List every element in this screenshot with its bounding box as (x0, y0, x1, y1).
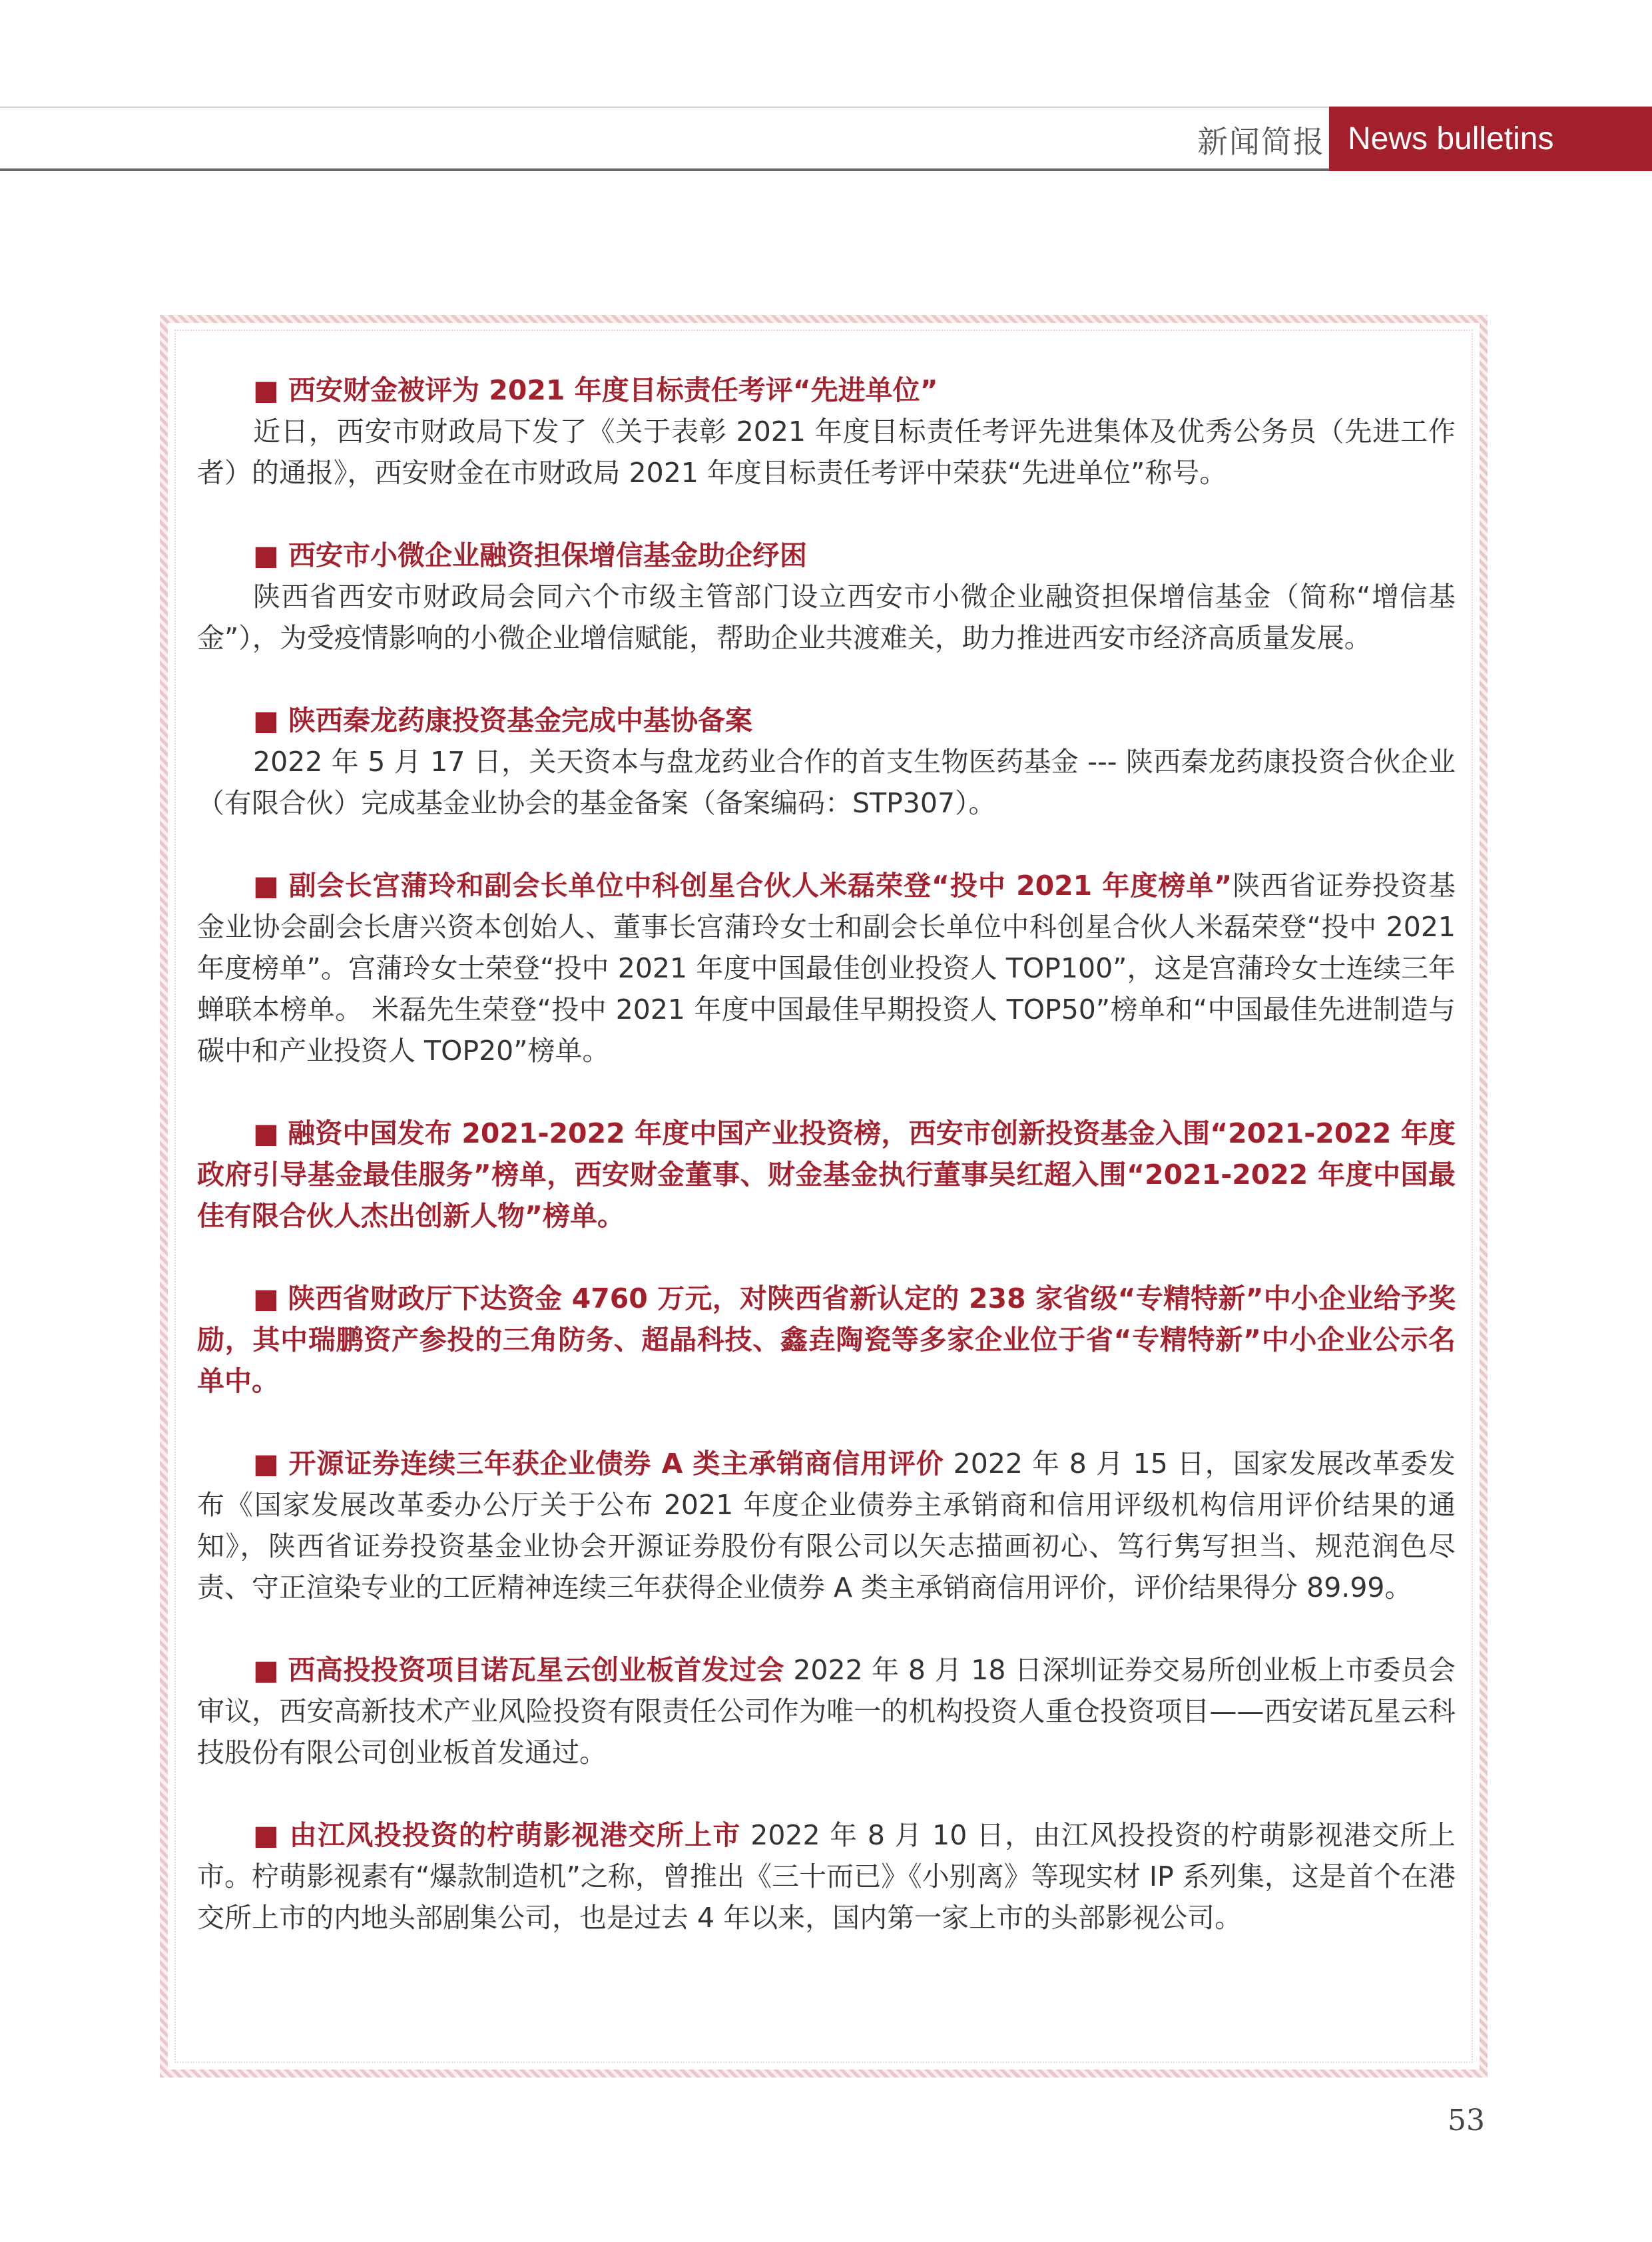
square-bullet-icon: ■ (253, 1819, 280, 1851)
news-body: 陕西省证券投资基金业协会副会长唐兴资本创始人、董事长宫蒲玲女士和副会长单位中科创星合伙人米磊荣登“投中 2021 年度榜单”。宫蒲玲女士荣登“投中 2021 年度中国最佳创业投资人 TOP100”，这是宫蒲玲女士连续三年蝉联本榜单。 米磊先生荣登“投中 2021 年度中国最佳早期投资人 TOP50”榜单和“中国最佳先进制造与碳中和产业投资人 TOP20”榜单。 (197, 870, 1456, 1067)
news-body: 2022 年 8 月 10 日，由江风投投资的柠萌影视港交所上市。柠萌影视素有“爆款制造机”之称，曾推出《三十而已》《小别离》等现实材 IP 系列集，这是首个在港交所上市的内地头部剧集公司，也是过去 4 年以来，国内第一家上市的头部影视公司。 (197, 1819, 1456, 1934)
square-bullet-icon: ■ (253, 1117, 279, 1149)
news-item (197, 865, 1456, 1071)
news-item (197, 1278, 1456, 1402)
square-bullet-icon: ■ (253, 1448, 280, 1480)
square-bullet-icon: ■ (253, 704, 279, 736)
news-body: 近日，西安市财政局下发了《关于表彰 2021 年度目标责任考评先进集体及优秀公务员（先进工作者）的通报》，西安财金在市财政局 2021 年度目标责任考评中荣获“先进单位”称号。 (197, 416, 1456, 489)
news-item (197, 535, 1456, 659)
news-title: 副会长宫蒲玲和副会长单位中科创星合伙人米磊荣登“投中 2021 年度榜单” (288, 870, 1233, 902)
news-item (197, 1113, 1456, 1237)
square-bullet-icon: ■ (253, 539, 279, 571)
news-title: ■ 陕西秦龙药康投资基金完成中基协备案 (197, 700, 1456, 741)
news-title: 融资中国发布 2021-2022 年度中国产业投资榜，西安市创新投资基金入围“2021-2022 年度政府引导基金最佳服务”榜单，西安财金董事、财金基金执行董事吴红超入围“2021-2022 年度中国最佳有限合伙人杰出创新人物”榜单。 (197, 1117, 1456, 1232)
news-title: ■ 西安财金被评为 2021 年度目标责任考评“先进单位” (197, 370, 1456, 411)
news-item (197, 1815, 1456, 1938)
news-body: 2022 年 8 月 15 日，国家发展改革委发布《国家发展改革委办公厅关于公布 2021 年度企业债券主承销商和信用评级机构信用评价结果的通知》，陕西省证券投资基金业协会开源证券股份有限公司以矢志描画初心、笃行隽写担当、规范润色尽责、守正渲染专业的工匠精神连续三年获得企业债券 A 类主承销商信用评价，评价结果得分 89.99。 (197, 1448, 1456, 1603)
news-body: 陕西省西安市财政局会同六个市级主管部门设立西安市小微企业融资担保增信基金（简称“增信基金”），为受疫情影响的小微企业增信赋能，帮助企业共渡难关，助力推进西安市经济高质量发展。 (197, 581, 1456, 654)
news-item (197, 1443, 1456, 1608)
news-body: 2022 年 5 月 17 日，关天资本与盘龙药业合作的首支生物医药基金 --- 陕西秦龙药康投资合伙企业（有限合伙）完成基金业协会的基金备案（备案编码：STP307）。 (197, 746, 1456, 819)
section-title-cn: 新闻简报 (1197, 124, 1325, 160)
news-title: 陕西省财政厅下达资金 4760 万元，对陕西省新认定的 238 家省级“专精特新”中小企业给予奖励，其中瑞鹏资产参投的三角防务、超晶科技、鑫垚陶瓷等多家企业位于省“专精特新”中小企业公示名单中。 (197, 1282, 1456, 1397)
section-title-en: News bulletins (1329, 107, 1652, 171)
news-list (197, 370, 1456, 1980)
page-number: 53 (1448, 2103, 1485, 2137)
square-bullet-icon: ■ (253, 1282, 279, 1314)
news-body: 2022 年 8 月 18 日深圳证券交易所创业板上市委员会审议，西安高新技术产业风险投资有限责任公司作为唯一的机构投资人重仓投资项目——西安诺瓦星云科技股份有限公司创业板首发通过。 (197, 1654, 1456, 1769)
news-item (197, 370, 1456, 493)
square-bullet-icon: ■ (253, 374, 279, 406)
news-title: 由江风投投资的柠萌影视港交所上市 (289, 1819, 741, 1851)
news-title: 开源证券连续三年获企业债券 A 类主承销商信用评价 (288, 1448, 944, 1480)
square-bullet-icon: ■ (253, 1654, 280, 1686)
square-bullet-icon: ■ (253, 870, 280, 902)
news-item (197, 700, 1456, 824)
news-item (197, 1649, 1456, 1773)
news-title: ■ 西安市小微企业融资担保增信基金助企纾困 (197, 535, 1456, 576)
news-title: 西高投投资项目诺瓦星云创业板首发过会 (288, 1654, 784, 1686)
